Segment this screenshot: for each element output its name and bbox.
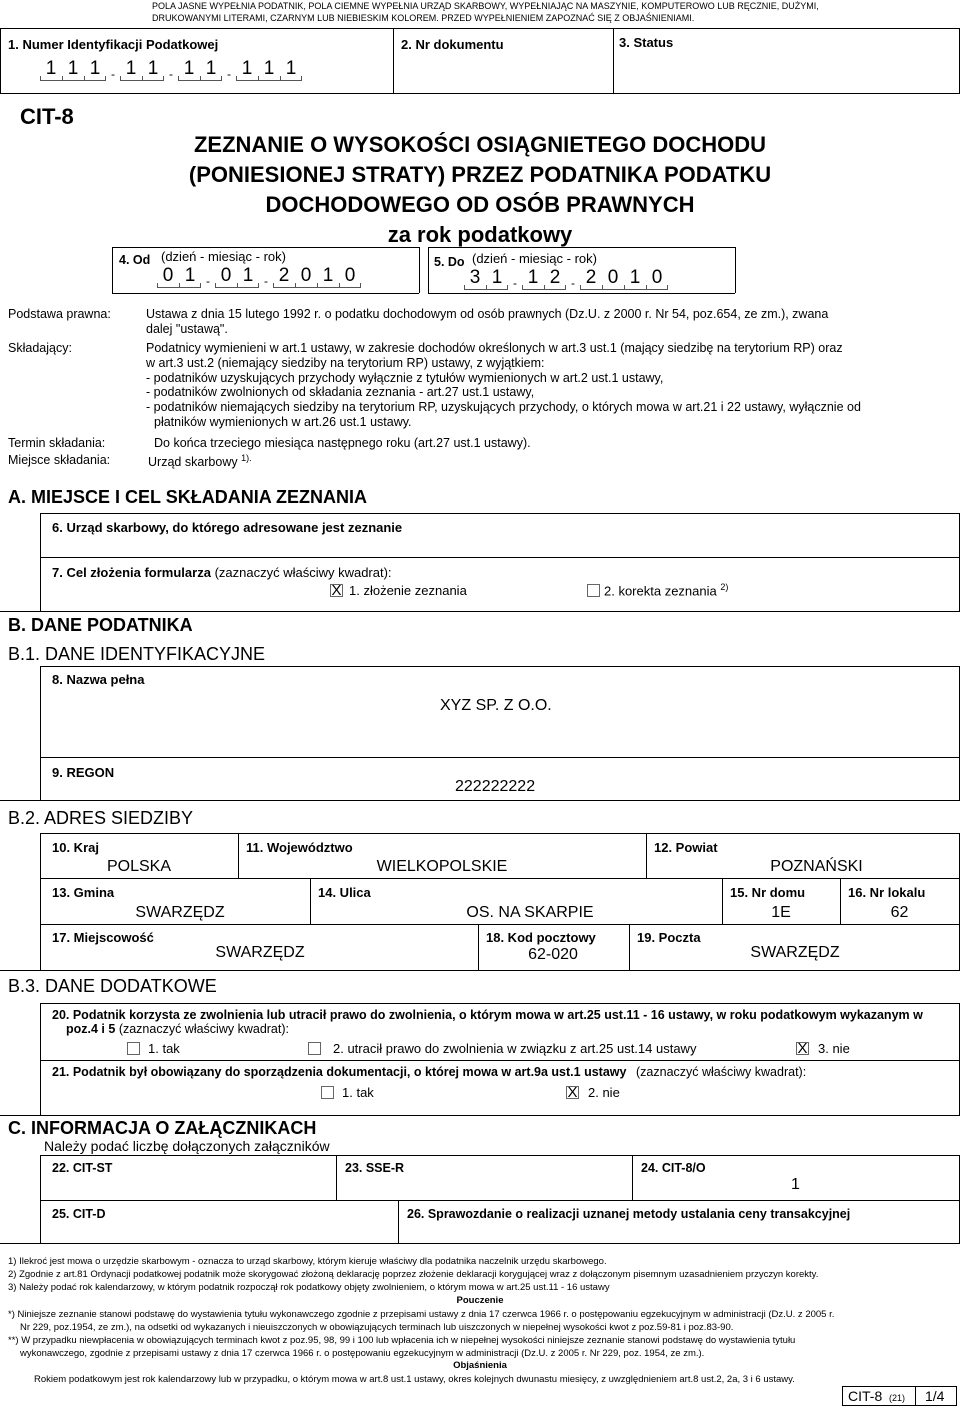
- digit-cell[interactable]: 2: [544, 268, 566, 290]
- section-b1-title: B.1. DANE IDENTYFIKACYJNE: [8, 644, 266, 664]
- attachment-sse-r-label: 23. SSE-R: [345, 1161, 405, 1175]
- exemption-yes-label: 1. tak: [148, 1041, 180, 1056]
- purpose-hint: (zaznaczyć właściwy kwadrat):: [214, 565, 392, 580]
- exemption-yes-checkbox[interactable]: [127, 1042, 140, 1055]
- nip-label: 1. Numer Identyfikacji Podatkowej: [8, 37, 219, 52]
- purpose-correction-checkbox[interactable]: [587, 584, 600, 597]
- tax-office-field[interactable]: [41, 538, 958, 558]
- street-value[interactable]: OS. NA SKARPIE: [466, 904, 594, 921]
- period-from-number: 4. Od: [119, 253, 151, 267]
- explanations-heading: Objaśnienia: [453, 1360, 507, 1371]
- title-line: DOCHODOWEGO OD OSÓB PRAWNYCH: [265, 192, 695, 217]
- instruction-line: *) Niniejsze zeznanie stanowi podstawę do wystawienia tytułu wykonawczego zgodnie z przepisami ustawy z dnia 17 czerwca 1966 r. o postępowaniu egzekucyjnym w administracji (Dz.U. z 2005 r.: [8, 1309, 835, 1320]
- section-a-title: A. MIEJSCE I CEL SKŁADANIA ZEZNANIA: [8, 487, 368, 507]
- street-label: 14. Ulica: [318, 885, 371, 900]
- period-from-hint: (dzień - miesiąc - rok): [161, 249, 286, 264]
- place-text: [148, 453, 252, 469]
- period-from-label: [119, 253, 150, 267]
- period-to-field[interactable]: [464, 268, 668, 290]
- document-number-label: 2. Nr dokumentu: [401, 37, 504, 52]
- footnote-ref: 1).: [241, 453, 252, 463]
- legal-basis-line: Ustawa z dnia 15 lutego 1992 r. o podatku dochodowym od osób prawnych (Dz.U. z 2000 r. Nr 54, poz.654, ze zm.), zwana: [146, 307, 829, 321]
- purpose-correction-text: 2. korekta zeznania: [604, 583, 717, 599]
- documentation-label: 21. Podatnik był obowiązany do sporządzenia dokumentacji, o której mowa w art.9a ust.1 ustawy: [52, 1065, 627, 1079]
- instruction-line: wykonawczego, zgodnie z przepisami ustawy z dnia 17 czerwca 1966 r. o postępowaniu egzekucyjnym w administracji (Dz.U. z 2005 r. Nr 229, poz. 1954, ze zm.).: [20, 1348, 705, 1359]
- deadline-label: Termin składania:: [8, 436, 106, 450]
- county-label: 12. Powiat: [654, 840, 718, 855]
- purpose-label: [52, 565, 392, 580]
- digit-separator: -: [571, 276, 575, 290]
- legal-basis-line: dalej "ustawą".: [146, 322, 228, 336]
- footer-version: (21): [889, 1393, 906, 1403]
- tax-office-label: 6. Urząd skarbowy, do którego adresowane jest zeznanie: [52, 520, 403, 535]
- house-number-value[interactable]: 1E: [771, 904, 791, 921]
- digit-cell[interactable]: 2: [273, 266, 295, 288]
- digit-separator: -: [206, 274, 210, 288]
- municipality-label: 13. Gmina: [52, 885, 115, 900]
- digit-cell[interactable]: 1: [624, 268, 646, 290]
- house-number-label: 15. Nr domu: [730, 885, 806, 900]
- digit-separator: -: [513, 276, 517, 290]
- documentation-hint: (zaznaczyć właściwy kwadrat):: [636, 1065, 807, 1079]
- digit-cell[interactable]: 1: [84, 59, 106, 81]
- documentation-yes-checkbox[interactable]: [321, 1086, 334, 1099]
- full-name-value[interactable]: XYZ SP. Z O.O.: [440, 697, 552, 714]
- postal-code-label: 18. Kod pocztowy: [486, 930, 596, 945]
- deadline-text: Do końca trzeciego miesiąca następnego roku (art.27 ust.1 ustawy).: [154, 436, 531, 450]
- section-b3-title: B.3. DANE DODATKOWE: [8, 976, 217, 996]
- digit-separator: -: [264, 274, 268, 288]
- exemption-label-line: poz.4 i 5: [66, 1022, 116, 1036]
- digit-cell[interactable]: 1: [258, 59, 280, 81]
- filer-line: Podatnicy wymienieni w art.1 ustawy, w zakresie dochodów określonych w art.3 ust.1 (mający siedzibę na terytorium RP) oraz: [146, 341, 843, 355]
- purpose-correction-label: [604, 582, 728, 598]
- form-code: CIT-8: [20, 104, 74, 129]
- documentation-no-label: 2. nie: [588, 1085, 620, 1100]
- digit-cell[interactable]: 1: [236, 59, 258, 81]
- documentation-yes-label: 1. tak: [342, 1085, 374, 1100]
- post-office-value[interactable]: SWARZĘDZ: [750, 944, 840, 961]
- place-label: Miejsce składania:: [8, 453, 111, 467]
- footnote-ref: 2): [720, 582, 729, 592]
- regon-value[interactable]: 222222222: [455, 778, 536, 795]
- filer-line: w art.3 ust.2 (niemający siedziby na terytorium RP) ustawy, z wyjątkiem:: [146, 355, 545, 370]
- footer-form-code: CIT-8: [848, 1388, 883, 1404]
- municipality-value[interactable]: SWARZĘDZ: [135, 904, 225, 921]
- digit-cell[interactable]: 1: [522, 268, 544, 290]
- digit-separator: -: [111, 67, 115, 81]
- place-value: Urząd skarbowy: [148, 455, 238, 470]
- filer-line: - podatników zwolnionych od składania zeznania - art.27 ust.1 ustawy,: [146, 385, 535, 400]
- title-line: za rok podatkowy: [387, 222, 573, 247]
- digit-cell[interactable]: 2: [580, 268, 602, 290]
- footnote: 3) Należy podać rok kalendarzowy, w którym podatnik rozpoczął rok podatkowy objęty zwolnieniem, o którym mowa w art.25 ust.11 - 16 ustawy: [8, 1282, 610, 1293]
- filer-line: - podatników niemających siedziby na terytorium RP, uzyskujących przychody, o których mowa w art.21 i 22 ustawy, wyłącznie od: [146, 400, 861, 415]
- exemption-no-checkbox[interactable]: X: [797, 1040, 808, 1057]
- instruction-heading: Pouczenie: [456, 1295, 504, 1306]
- period-to-number: 5. Do: [434, 255, 465, 269]
- instruction-line: Nr 229, poz.1954, ze zm.), na odsetki od wykazanych i nieuiszczonych w obowiązujących terminach lub uiszczonych w niepełnej wysokości kwot z poz.59-81 i poz.83-90.: [20, 1322, 734, 1333]
- voivodeship-value[interactable]: WIELKOPOLSKIE: [376, 858, 508, 875]
- digit-cell[interactable]: 1: [179, 266, 201, 288]
- country-value[interactable]: POLSKA: [106, 858, 172, 875]
- instruction-line: **) W przypadku niewpłacenia w obowiązujących terminach kwot z poz.95, 98, 99 i 100 lub wpłacenia ich w niepełnej wysokości niniejsze zeznanie stanowi podstawę do wystawienia tytułu: [8, 1335, 796, 1346]
- documentation-no-checkbox[interactable]: X: [567, 1084, 578, 1101]
- digit-cell[interactable]: 1: [40, 59, 62, 81]
- section-b-title: B. DANE PODATNIKA: [8, 615, 193, 635]
- purpose-number: 7. Cel złożenia formularza: [52, 565, 211, 580]
- digit-cell[interactable]: 1: [200, 59, 222, 81]
- digit-cell[interactable]: 1: [142, 59, 164, 81]
- footnote: 1) Ilekroć jest mowa o urzędzie skarbowym - oznacza to urząd skarbowy, którym kieruje właściwy dla podatnika naczelnik urzędu skarbowego.: [8, 1256, 607, 1267]
- county-value[interactable]: POZNAŃSKI: [770, 858, 863, 875]
- period-to-label: [434, 255, 465, 269]
- digit-cell[interactable]: 0: [295, 266, 317, 288]
- filer-line: płatników wymienionych w art.26 ust.1 ustawy.: [154, 414, 412, 429]
- post-office-label: 19. Poczta: [637, 930, 701, 945]
- digit-cell[interactable]: 0: [157, 266, 179, 288]
- explanations-text: Rokiem podatkowym jest rok kalendarzowy lub w przypadku, o którym mowa w art.8 ust.1 ustawy, okres kolejnych dwunastu miesięcy, z uwzględnieniem art.8 ust.2, 2a, 3 i 6 ustawy.: [34, 1374, 795, 1385]
- attachment-cit-8o-value[interactable]: 1: [791, 1176, 800, 1193]
- period-from-field[interactable]: [157, 266, 361, 288]
- digit-cell[interactable]: 1: [317, 266, 339, 288]
- city-label: 17. Miejscowość: [52, 930, 154, 945]
- section-c-title: C. INFORMACJA O ZAŁĄCZNIKACH: [8, 1118, 317, 1138]
- city-value[interactable]: SWARZĘDZ: [215, 944, 305, 961]
- digit-cell[interactable]: 0: [602, 268, 624, 290]
- filer-text: [146, 341, 956, 430]
- voivodeship-label: 11. Województwo: [246, 840, 353, 855]
- section-b2-title: B.2. ADRES SIEDZIBY: [8, 808, 194, 828]
- footer-page-number: 1/4: [925, 1388, 945, 1404]
- page-footer: [842, 1386, 957, 1406]
- top-note-line: POLA JASNE WYPEŁNIA PODATNIK, POLA CIEMNE WYPEŁNIA URZĄD SKARBOWY, WYPEŁNIAJĄC NA MASZYNIE, KOMPUTEROWO LUB RĘCZNIE, DUŻYMI,: [152, 1, 819, 11]
- transfer-pricing-report-label: 26. Sprawozdanie o realizacji uznanej metody ustalania ceny transakcyjnej: [407, 1207, 851, 1221]
- apartment-number-label: 16. Nr lokalu: [848, 885, 926, 900]
- exemption-label: [52, 1008, 942, 1036]
- exemption-hint: (zaznaczyć właściwy kwadrat):: [118, 1022, 289, 1036]
- digit-cell[interactable]: 1: [120, 59, 142, 81]
- digit-cell[interactable]: 3: [464, 268, 486, 290]
- top-note-line: DRUKOWANYMI LITERAMI, CZARNYM LUB NIEBIESKIM KOLOREM. PRZED WYPEŁNIENIEM ZAPOZNAĆ SIĘ Z OBJAŚNIENIAMI.: [152, 13, 695, 23]
- legal-basis-text: [146, 307, 946, 337]
- country-label: 10. Kraj: [52, 840, 99, 855]
- purpose-filing-label: 1. złożenie zeznania: [349, 583, 467, 598]
- title-line: (PONIESIONEJ STRATY) PRZEZ PODATNIKA PODATKU: [188, 162, 772, 187]
- top-note: [152, 0, 819, 24]
- section-c-subtitle: Należy podać liczbę dołączonych załączników: [44, 1138, 330, 1154]
- attachment-cit-8o-label: 24. CIT-8/O: [641, 1161, 706, 1175]
- exemption-no-label: 3. nie: [818, 1041, 850, 1056]
- postal-code-value[interactable]: 62-020: [528, 946, 578, 963]
- status-label: 3. Status: [619, 35, 674, 50]
- full-name-label: 8. Nazwa pełna: [52, 672, 145, 687]
- title-line: ZEZNANIE O WYSOKOŚCI OSIĄGNIETEGO DOCHODU: [193, 132, 767, 157]
- digit-cell[interactable]: 1: [62, 59, 84, 81]
- digit-cell[interactable]: 0: [646, 268, 668, 290]
- digit-cell[interactable]: 1: [178, 59, 200, 81]
- footnote: 2) Zgodnie z art.81 Ordynacji podatkowej podatnik może skorygować złożoną deklarację poprzez złożenie deklaracji korygującej wraz z dołączonym pisemnym uzasadnieniem przyczyn korekty.: [8, 1269, 819, 1280]
- digit-cell[interactable]: 1: [280, 59, 302, 81]
- form-title: [0, 130, 960, 250]
- digit-cell[interactable]: 0: [215, 266, 237, 288]
- period-to-hint: (dzień - miesiąc - rok): [472, 251, 597, 266]
- digit-cell[interactable]: 0: [339, 266, 361, 288]
- attachment-cit-st-label: 22. CIT-ST: [52, 1161, 113, 1175]
- attachment-cit-d-label: 25. CIT-D: [52, 1207, 106, 1221]
- apartment-number-value[interactable]: 62: [890, 904, 909, 921]
- legal-basis-label: Podstawa prawna:: [8, 307, 111, 321]
- digit-cell[interactable]: 1: [237, 266, 259, 288]
- exemption-lost-label: 2. utracił prawo do zwolnienia w związku z art.25 ust.14 ustawy: [333, 1041, 697, 1056]
- exemption-label-line: 20. Podatnik korzysta ze zwolnienia lub utracił prawo do zwolnienia, o którym mowa w art.25 ust.11 - 16 ustawy, w roku podatkowym wykazanym w: [52, 1008, 923, 1022]
- filer-line: - podatników uzyskujących przychody wyłącznie z tytułów wymienionych w art.2 ust.1 ustawy,: [146, 370, 664, 385]
- nip-field[interactable]: [40, 59, 302, 81]
- digit-separator: -: [227, 67, 231, 81]
- filer-label: Składający:: [8, 341, 72, 355]
- exemption-lost-checkbox[interactable]: [308, 1042, 321, 1055]
- digit-cell[interactable]: 1: [486, 268, 508, 290]
- purpose-filing-checkbox[interactable]: X: [331, 582, 342, 599]
- regon-label: 9. REGON: [52, 765, 115, 780]
- digit-separator: -: [169, 67, 173, 81]
